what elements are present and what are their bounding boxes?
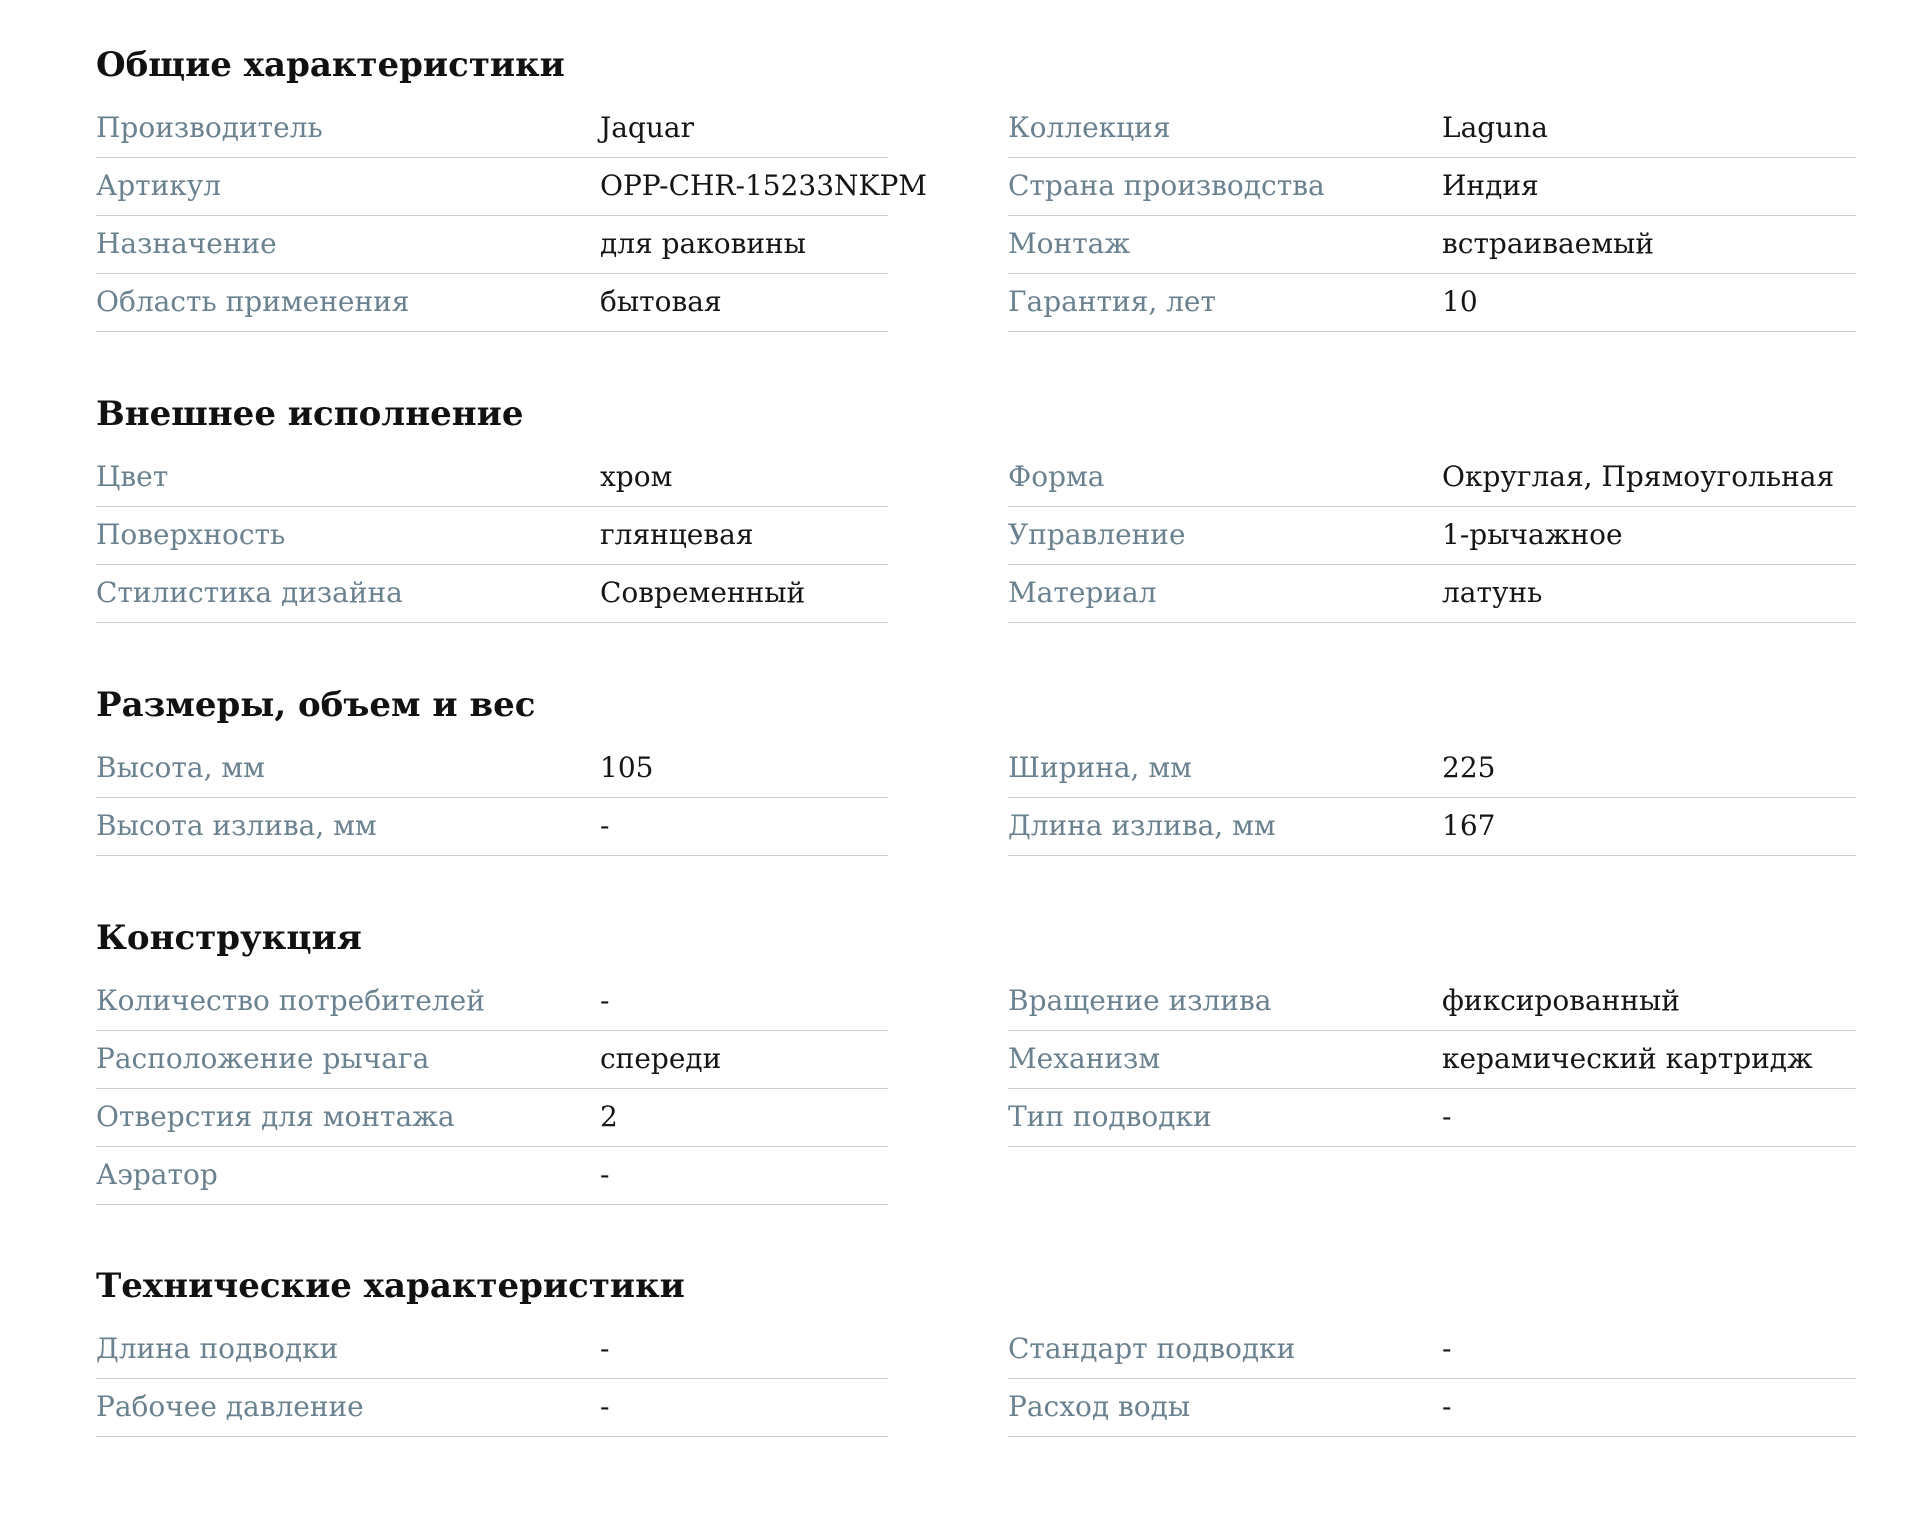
spec-row [96, 101, 888, 158]
spec-label: Расположение рычага [96, 1042, 430, 1075]
section-title: Размеры, объем и вес [96, 685, 536, 725]
section-technical [96, 1266, 1856, 1423]
spec-value: встраиваемый [1442, 227, 1654, 260]
spec-column-left [96, 974, 888, 1205]
section-title: Конструкция [96, 918, 362, 958]
spec-row [1008, 741, 1856, 798]
spec-row [1008, 1322, 1856, 1379]
spec-label: Производитель [96, 111, 323, 144]
spec-value: - [600, 1390, 610, 1423]
spec-value: - [600, 1158, 610, 1191]
spec-row [96, 741, 888, 798]
spec-row [96, 1322, 888, 1379]
section-title: Общие характеристики [96, 45, 565, 85]
spec-row [96, 450, 888, 507]
spec-label: Механизм [1008, 1042, 1161, 1075]
spec-label: Высота, мм [96, 751, 265, 784]
spec-row [96, 508, 888, 565]
spec-row [1008, 217, 1856, 274]
spec-label: Высота излива, мм [96, 809, 377, 842]
spec-row [96, 217, 888, 274]
spec-row [1008, 508, 1856, 565]
spec-label: Аэратор [96, 1158, 218, 1191]
spec-row [1008, 799, 1856, 856]
spec-row [1008, 1090, 1856, 1147]
spec-value: Современный [600, 576, 806, 609]
spec-value: Округлая, Прямоугольная [1442, 460, 1835, 493]
section-title: Внешнее исполнение [96, 394, 524, 434]
spec-label: Расход воды [1008, 1390, 1191, 1423]
spec-row [96, 275, 888, 332]
section-construction [96, 918, 1856, 1191]
spec-row [1008, 1032, 1856, 1089]
spec-label: Форма [1008, 460, 1105, 493]
spec-value: 167 [1442, 809, 1496, 842]
spec-label: Отверстия для монтажа [96, 1100, 455, 1133]
spec-label: Область применения [96, 285, 410, 318]
spec-label: Гарантия, лет [1008, 285, 1216, 318]
spec-value: фиксированный [1442, 984, 1680, 1017]
spec-label: Рабочее давление [96, 1390, 364, 1423]
spec-value: 225 [1442, 751, 1496, 784]
spec-row [1008, 1380, 1856, 1437]
spec-value: бытовая [600, 285, 722, 318]
spec-column-left [96, 101, 927, 332]
spec-label: Количество потребителей [96, 984, 485, 1017]
spec-value: глянцевая [600, 518, 754, 551]
spec-row [96, 1148, 888, 1205]
spec-column-right [1008, 741, 1856, 856]
spec-label: Поверхность [96, 518, 286, 551]
spec-label: Артикул [96, 169, 222, 202]
spec-label: Страна производства [1008, 169, 1325, 202]
spec-value: - [600, 1332, 610, 1365]
spec-value: для раковины [600, 227, 806, 260]
spec-value: - [1442, 1332, 1452, 1365]
spec-value: OPP-CHR-15233NKPM [600, 169, 927, 202]
spec-row [96, 159, 927, 216]
spec-value: Laguna [1442, 111, 1548, 144]
spec-row [1008, 159, 1856, 216]
spec-value: 105 [600, 751, 654, 784]
spec-column-right [1008, 450, 1856, 623]
spec-label: Стилистика дизайна [96, 576, 403, 609]
spec-label: Ширина, мм [1008, 751, 1192, 784]
spec-row [96, 799, 888, 856]
spec-value: 10 [1442, 285, 1478, 318]
spec-value: Jaquar [600, 111, 694, 144]
spec-value: латунь [1442, 576, 1543, 609]
spec-row [1008, 275, 1856, 332]
spec-value: Индия [1442, 169, 1539, 202]
spec-label: Вращение излива [1008, 984, 1272, 1017]
spec-label: Цвет [96, 460, 169, 493]
spec-row [96, 566, 888, 623]
spec-value: керамический картридж [1442, 1042, 1813, 1075]
section-title: Технические характеристики [96, 1266, 685, 1306]
spec-column-right [1008, 101, 1856, 332]
spec-value: - [1442, 1100, 1452, 1133]
spec-value: 2 [600, 1100, 618, 1133]
spec-column-left [96, 1322, 888, 1437]
spec-value: - [1442, 1390, 1452, 1423]
spec-label: Длина подводки [96, 1332, 339, 1365]
spec-column-right [1008, 974, 1856, 1147]
spec-row [1008, 566, 1856, 623]
spec-label: Тип подводки [1008, 1100, 1212, 1133]
spec-row [96, 1032, 888, 1089]
spec-row [96, 974, 888, 1031]
spec-value: 1-рычажное [1442, 518, 1623, 551]
spec-value: - [600, 984, 610, 1017]
spec-label: Коллекция [1008, 111, 1171, 144]
section-appearance [96, 394, 1856, 609]
section-dimensions [96, 685, 1856, 842]
spec-row [96, 1380, 888, 1437]
section-general [96, 45, 1856, 318]
spec-row [96, 1090, 888, 1147]
spec-row [1008, 101, 1856, 158]
spec-row [1008, 974, 1856, 1031]
spec-label: Длина излива, мм [1008, 809, 1276, 842]
spec-value: - [600, 809, 610, 842]
spec-label: Назначение [96, 227, 277, 260]
spec-column-right [1008, 1322, 1856, 1437]
spec-label: Монтаж [1008, 227, 1131, 260]
spec-column-left [96, 741, 888, 856]
spec-label: Управление [1008, 518, 1186, 551]
spec-label: Материал [1008, 576, 1157, 609]
spec-row [1008, 450, 1856, 507]
spec-value: спереди [600, 1042, 722, 1075]
spec-column-left [96, 450, 888, 623]
spec-value: хром [600, 460, 673, 493]
spec-label: Стандарт подводки [1008, 1332, 1296, 1365]
